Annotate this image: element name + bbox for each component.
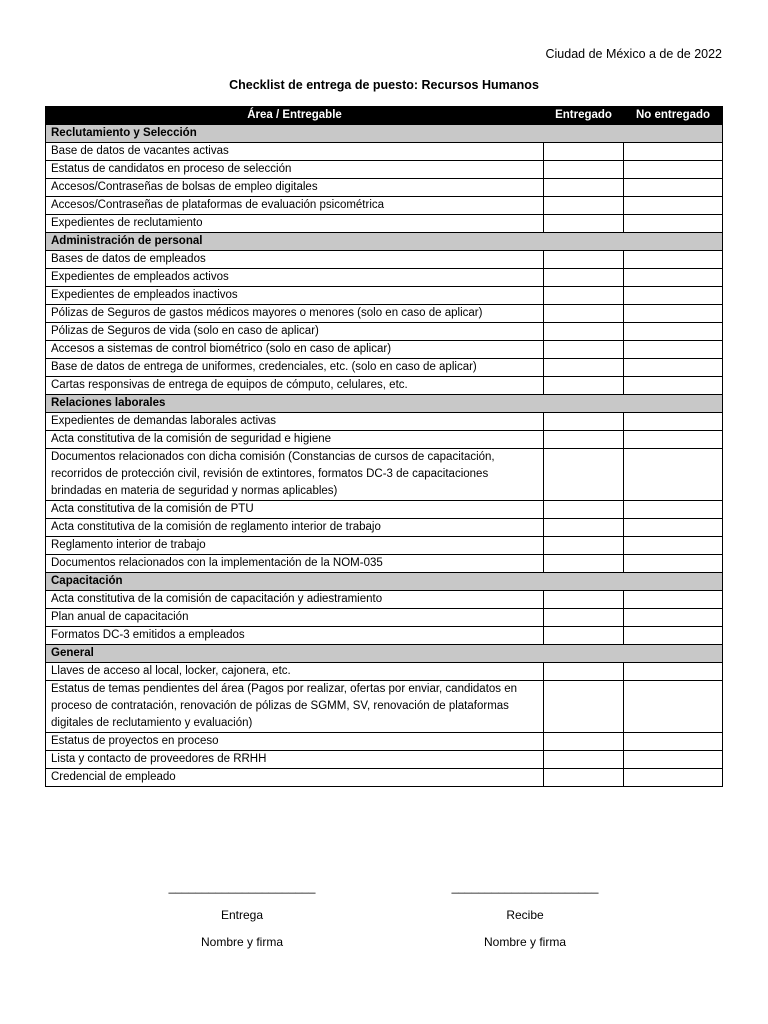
not-delivered-checkbox-cell[interactable] — [624, 609, 723, 627]
not-delivered-checkbox-cell[interactable] — [624, 681, 723, 733]
table-row — [46, 413, 723, 431]
signature-name-label: Nombre y firma — [483, 935, 566, 949]
signature-block-receive — [425, 880, 625, 949]
table-row — [46, 663, 723, 681]
deliverable-label: Reglamento interior de trabajo — [46, 537, 544, 555]
table-row — [46, 431, 723, 449]
not-delivered-checkbox-cell[interactable] — [624, 305, 723, 323]
not-delivered-checkbox-cell[interactable] — [624, 341, 723, 359]
deliverable-label: Lista y contacto de proveedores de RRHH — [46, 751, 544, 769]
not-delivered-checkbox-cell[interactable] — [624, 197, 723, 215]
table-row — [46, 501, 723, 519]
deliverable-label: Plan anual de capacitación — [46, 609, 544, 627]
not-delivered-checkbox-cell[interactable] — [624, 323, 723, 341]
column-header-delivered: Entregado — [544, 107, 624, 125]
section-title: Administración de personal — [46, 233, 723, 251]
not-delivered-checkbox-cell[interactable] — [624, 143, 723, 161]
section-title: Relaciones laborales — [46, 395, 723, 413]
not-delivered-checkbox-cell[interactable] — [624, 269, 723, 287]
table-row — [46, 215, 723, 233]
deliverable-label: Acta constitutiva de la comisión de PTU — [46, 501, 544, 519]
not-delivered-checkbox-cell[interactable] — [624, 431, 723, 449]
column-header-area: Área / Entregable — [46, 107, 544, 125]
deliverable-label: Accesos a sistemas de control biométrico (solo en caso de aplicar) — [46, 341, 544, 359]
delivered-checkbox-cell[interactable] — [544, 663, 624, 681]
table-row — [46, 341, 723, 359]
signature-name-label: Nombre y firma — [200, 935, 283, 949]
deliverable-label: Base de datos de vacantes activas — [46, 143, 544, 161]
page-title: Checklist de entrega de puesto: Recursos Humanos — [229, 78, 539, 92]
not-delivered-checkbox-cell[interactable] — [624, 751, 723, 769]
delivered-checkbox-cell[interactable] — [544, 681, 624, 733]
section-row — [46, 233, 723, 251]
table-row — [46, 449, 723, 501]
checklist-table — [45, 106, 723, 787]
not-delivered-checkbox-cell[interactable] — [624, 501, 723, 519]
section-row — [46, 645, 723, 663]
table-row — [46, 287, 723, 305]
deliverable-label: Accesos/Contraseñas de bolsas de empleo digitales — [46, 179, 544, 197]
not-delivered-checkbox-cell[interactable] — [624, 251, 723, 269]
deliverable-label: Expedientes de demandas laborales activas — [46, 413, 544, 431]
deliverable-label: Estatus de candidatos en proceso de selección — [46, 161, 544, 179]
section-title: Capacitación — [46, 573, 723, 591]
not-delivered-checkbox-cell[interactable] — [624, 663, 723, 681]
table-row — [46, 161, 723, 179]
column-header-not-delivered: No entregado — [624, 107, 723, 125]
table-row — [46, 519, 723, 537]
table-row — [46, 197, 723, 215]
not-delivered-checkbox-cell[interactable] — [624, 519, 723, 537]
not-delivered-checkbox-cell[interactable] — [624, 449, 723, 501]
delivered-checkbox-cell[interactable] — [544, 251, 624, 269]
delivered-checkbox-cell[interactable] — [544, 769, 624, 787]
deliverable-label: Llaves de acceso al local, locker, cajonera, etc. — [46, 663, 544, 681]
deliverable-label: Bases de datos de empleados — [46, 251, 544, 269]
table-row — [46, 627, 723, 645]
signature-role: Entrega — [220, 908, 264, 922]
table-row — [46, 591, 723, 609]
deliverable-label: Base de datos de entrega de uniformes, credenciales, etc. (solo en caso de aplicar) — [46, 359, 544, 377]
table-row — [46, 769, 723, 787]
delivered-checkbox-cell[interactable] — [544, 627, 624, 645]
deliverable-label: Estatus de temas pendientes del área (Pagos por realizar, ofertas por enviar, candidatos en proceso de contratación, renovación de pólizas de SGMM, SV, renovación de plataformas digitales de reclutamiento y evaluación) — [46, 681, 544, 733]
not-delivered-checkbox-cell[interactable] — [624, 377, 723, 395]
deliverable-label: Accesos/Contraseñas de plataformas de evaluación psicométrica — [46, 197, 544, 215]
checklist-body — [46, 125, 723, 787]
delivered-checkbox-cell[interactable] — [544, 751, 624, 769]
deliverable-label: Documentos relacionados con dicha comisión (Constancias de cursos de capacitación, recorridos de protección civil, revisión de extintores, formatos DC-3 de capacitaciones brindadas en materia de seguridad y normas aplicables) — [46, 449, 544, 501]
not-delivered-checkbox-cell[interactable] — [624, 359, 723, 377]
section-row — [46, 573, 723, 591]
delivered-checkbox-cell[interactable] — [544, 501, 624, 519]
deliverable-label: Expedientes de empleados activos — [46, 269, 544, 287]
not-delivered-checkbox-cell[interactable] — [624, 161, 723, 179]
delivered-checkbox-cell[interactable] — [544, 591, 624, 609]
deliverable-label: Acta constitutiva de la comisión de seguridad e higiene — [46, 431, 544, 449]
signature-line: ______________________ — [168, 880, 316, 894]
table-row — [46, 251, 723, 269]
delivered-checkbox-cell[interactable] — [544, 215, 624, 233]
deliverable-label: Pólizas de Seguros de vida (solo en caso de aplicar) — [46, 323, 544, 341]
section-row — [46, 395, 723, 413]
delivered-checkbox-cell[interactable] — [544, 519, 624, 537]
deliverable-label: Expedientes de empleados inactivos — [46, 287, 544, 305]
delivered-checkbox-cell[interactable] — [544, 555, 624, 573]
signature-block-deliver — [142, 880, 342, 949]
not-delivered-checkbox-cell[interactable] — [624, 627, 723, 645]
deliverable-label: Documentos relacionados con la implementación de la NOM-035 — [46, 555, 544, 573]
table-row — [46, 269, 723, 287]
table-row — [46, 733, 723, 751]
not-delivered-checkbox-cell[interactable] — [624, 733, 723, 751]
delivered-checkbox-cell[interactable] — [544, 269, 624, 287]
table-row — [46, 323, 723, 341]
not-delivered-checkbox-cell[interactable] — [624, 769, 723, 787]
deliverable-label: Credencial de empleado — [46, 769, 544, 787]
delivered-checkbox-cell[interactable] — [544, 179, 624, 197]
delivered-checkbox-cell[interactable] — [544, 377, 624, 395]
not-delivered-checkbox-cell[interactable] — [624, 179, 723, 197]
delivered-checkbox-cell[interactable] — [544, 287, 624, 305]
delivered-checkbox-cell[interactable] — [544, 413, 624, 431]
table-row — [46, 537, 723, 555]
deliverable-label: Cartas responsivas de entrega de equipos de cómputo, celulares, etc. — [46, 377, 544, 395]
section-title: General — [46, 645, 723, 663]
table-row — [46, 751, 723, 769]
date-line: Ciudad de México a de de 2022 — [545, 47, 722, 61]
section-row — [46, 125, 723, 143]
delivered-checkbox-cell[interactable] — [544, 359, 624, 377]
not-delivered-checkbox-cell[interactable] — [624, 591, 723, 609]
table-row — [46, 143, 723, 161]
delivered-checkbox-cell[interactable] — [544, 197, 624, 215]
deliverable-label: Estatus de proyectos en proceso — [46, 733, 544, 751]
table-row — [46, 377, 723, 395]
not-delivered-checkbox-cell[interactable] — [624, 413, 723, 431]
table-row — [46, 681, 723, 733]
delivered-checkbox-cell[interactable] — [544, 431, 624, 449]
table-row — [46, 609, 723, 627]
not-delivered-checkbox-cell[interactable] — [624, 537, 723, 555]
table-row — [46, 305, 723, 323]
deliverable-label: Acta constitutiva de la comisión de reglamento interior de trabajo — [46, 519, 544, 537]
signature-line: ______________________ — [451, 880, 599, 894]
not-delivered-checkbox-cell[interactable] — [624, 215, 723, 233]
not-delivered-checkbox-cell[interactable] — [624, 555, 723, 573]
delivered-checkbox-cell[interactable] — [544, 449, 624, 501]
deliverable-label: Acta constitutiva de la comisión de capacitación y adiestramiento — [46, 591, 544, 609]
section-title: Reclutamiento y Selección — [46, 125, 723, 143]
delivered-checkbox-cell[interactable] — [544, 341, 624, 359]
not-delivered-checkbox-cell[interactable] — [624, 287, 723, 305]
table-row — [46, 359, 723, 377]
delivered-checkbox-cell[interactable] — [544, 733, 624, 751]
delivered-checkbox-cell[interactable] — [544, 537, 624, 555]
table-row — [46, 555, 723, 573]
table-header-row — [46, 107, 723, 125]
delivered-checkbox-cell[interactable] — [544, 305, 624, 323]
delivered-checkbox-cell[interactable] — [544, 143, 624, 161]
delivered-checkbox-cell[interactable] — [544, 323, 624, 341]
deliverable-label: Expedientes de reclutamiento — [46, 215, 544, 233]
delivered-checkbox-cell[interactable] — [544, 161, 624, 179]
deliverable-label: Formatos DC-3 emitidos a empleados — [46, 627, 544, 645]
signature-role: Recibe — [506, 908, 544, 922]
delivered-checkbox-cell[interactable] — [544, 609, 624, 627]
table-row — [46, 179, 723, 197]
deliverable-label: Pólizas de Seguros de gastos médicos mayores o menores (solo en caso de aplicar) — [46, 305, 544, 323]
